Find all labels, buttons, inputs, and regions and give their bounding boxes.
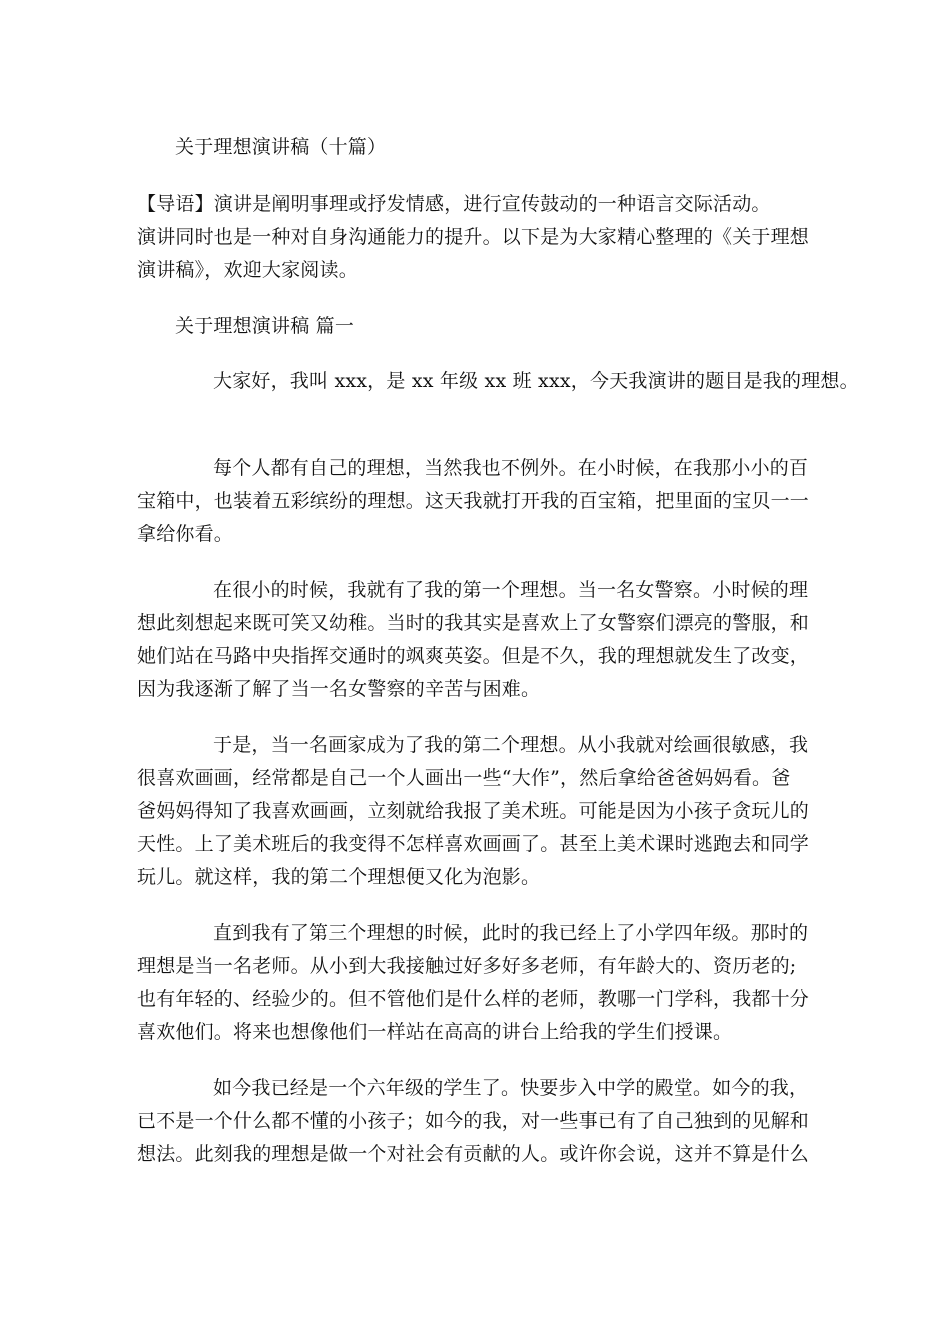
paragraph-line: 在很小的时候，我就有了我的第一个理想。当一名女警察。小时候的理 bbox=[213, 579, 809, 601]
paragraph-line: 也有年轻的、经验少的。但不管他们是什么样的老师，教哪一门学科，我都十分 bbox=[137, 988, 810, 1010]
paragraph-line: 想法。此刻我的理想是做一个对社会有贡献的人。或许你会说，这并不算是什么 bbox=[137, 1143, 810, 1165]
intro-line: 演讲同时也是一种对自身沟通能力的提升。以下是为大家精心整理的《关于理想 bbox=[137, 226, 810, 248]
greeting-line: 大家好，我叫 xxx，是 xx 年级 xx 班 xxx，今天我演讲的题目是我的理想。 bbox=[213, 370, 859, 392]
paragraph-line: 直到我有了第三个理想的时候，此时的我已经上了小学四年级。那时的 bbox=[213, 922, 809, 944]
section-title: 关于理想演讲稿 篇一 bbox=[175, 315, 355, 337]
paragraph-line: 每个人都有自己的理想，当然我也不例外。在小时候，在我那小小的百 bbox=[213, 457, 809, 479]
paragraph-line: 拿给你看。 bbox=[137, 523, 234, 545]
paragraph-line: 喜欢他们。将来也想像他们一样站在高高的讲台上给我的学生们授课。 bbox=[137, 1021, 733, 1043]
paragraph-line: 如今我已经是一个六年级的学生了。快要步入中学的殿堂。如今的我， bbox=[213, 1077, 809, 1099]
paragraph-line: 天性。上了美术班后的我变得不怎样喜欢画画了。甚至上美术课时逃跑去和同学 bbox=[137, 833, 810, 855]
document-title: 关于理想演讲稿（十篇） bbox=[175, 136, 387, 158]
intro-line: 【导语】演讲是阐明事理或抒发情感，进行宣传鼓动的一种语言交际活动。 bbox=[137, 193, 771, 215]
paragraph-line: 宝箱中，也装着五彩缤纷的理想。这天我就打开我的百宝箱，把里面的宝贝一一 bbox=[137, 490, 810, 512]
paragraph-line: 于是，当一名画家成为了我的第二个理想。从小我就对绘画很敏感，我 bbox=[213, 734, 809, 756]
paragraph-line: 爸妈妈得知了我喜欢画画，立刻就给我报了美术班。可能是因为小孩子贪玩儿的 bbox=[137, 800, 810, 822]
paragraph-line: 理想是当一名老师。从小到大我接触过好多好多老师，有年龄大的、资历老的; bbox=[137, 955, 797, 977]
intro-line: 演讲稿》，欢迎大家阅读。 bbox=[137, 259, 358, 281]
paragraph-line: 她们站在马路中央指挥交通时的飒爽英姿。但是不久，我的理想就发生了改变， bbox=[137, 645, 810, 667]
paragraph-line: 玩儿。就这样，我的第二个理想便又化为泡影。 bbox=[137, 866, 541, 888]
paragraph-line: 想此刻想起来既可笑又幼稚。当时的我其实是喜欢上了女警察们漂亮的警服，和 bbox=[137, 612, 810, 634]
paragraph-line: 已不是一个什么都不懂的小孩子；如今的我，对一些事已有了自己独到的见解和 bbox=[137, 1110, 810, 1132]
paragraph-line: 很喜欢画画，经常都是自己一个人画出一些“大作”，然后拿给爸爸妈妈看。爸 bbox=[137, 767, 791, 789]
paragraph-line: 因为我逐渐了解了当一名女警察的辛苦与困难。 bbox=[137, 678, 541, 700]
